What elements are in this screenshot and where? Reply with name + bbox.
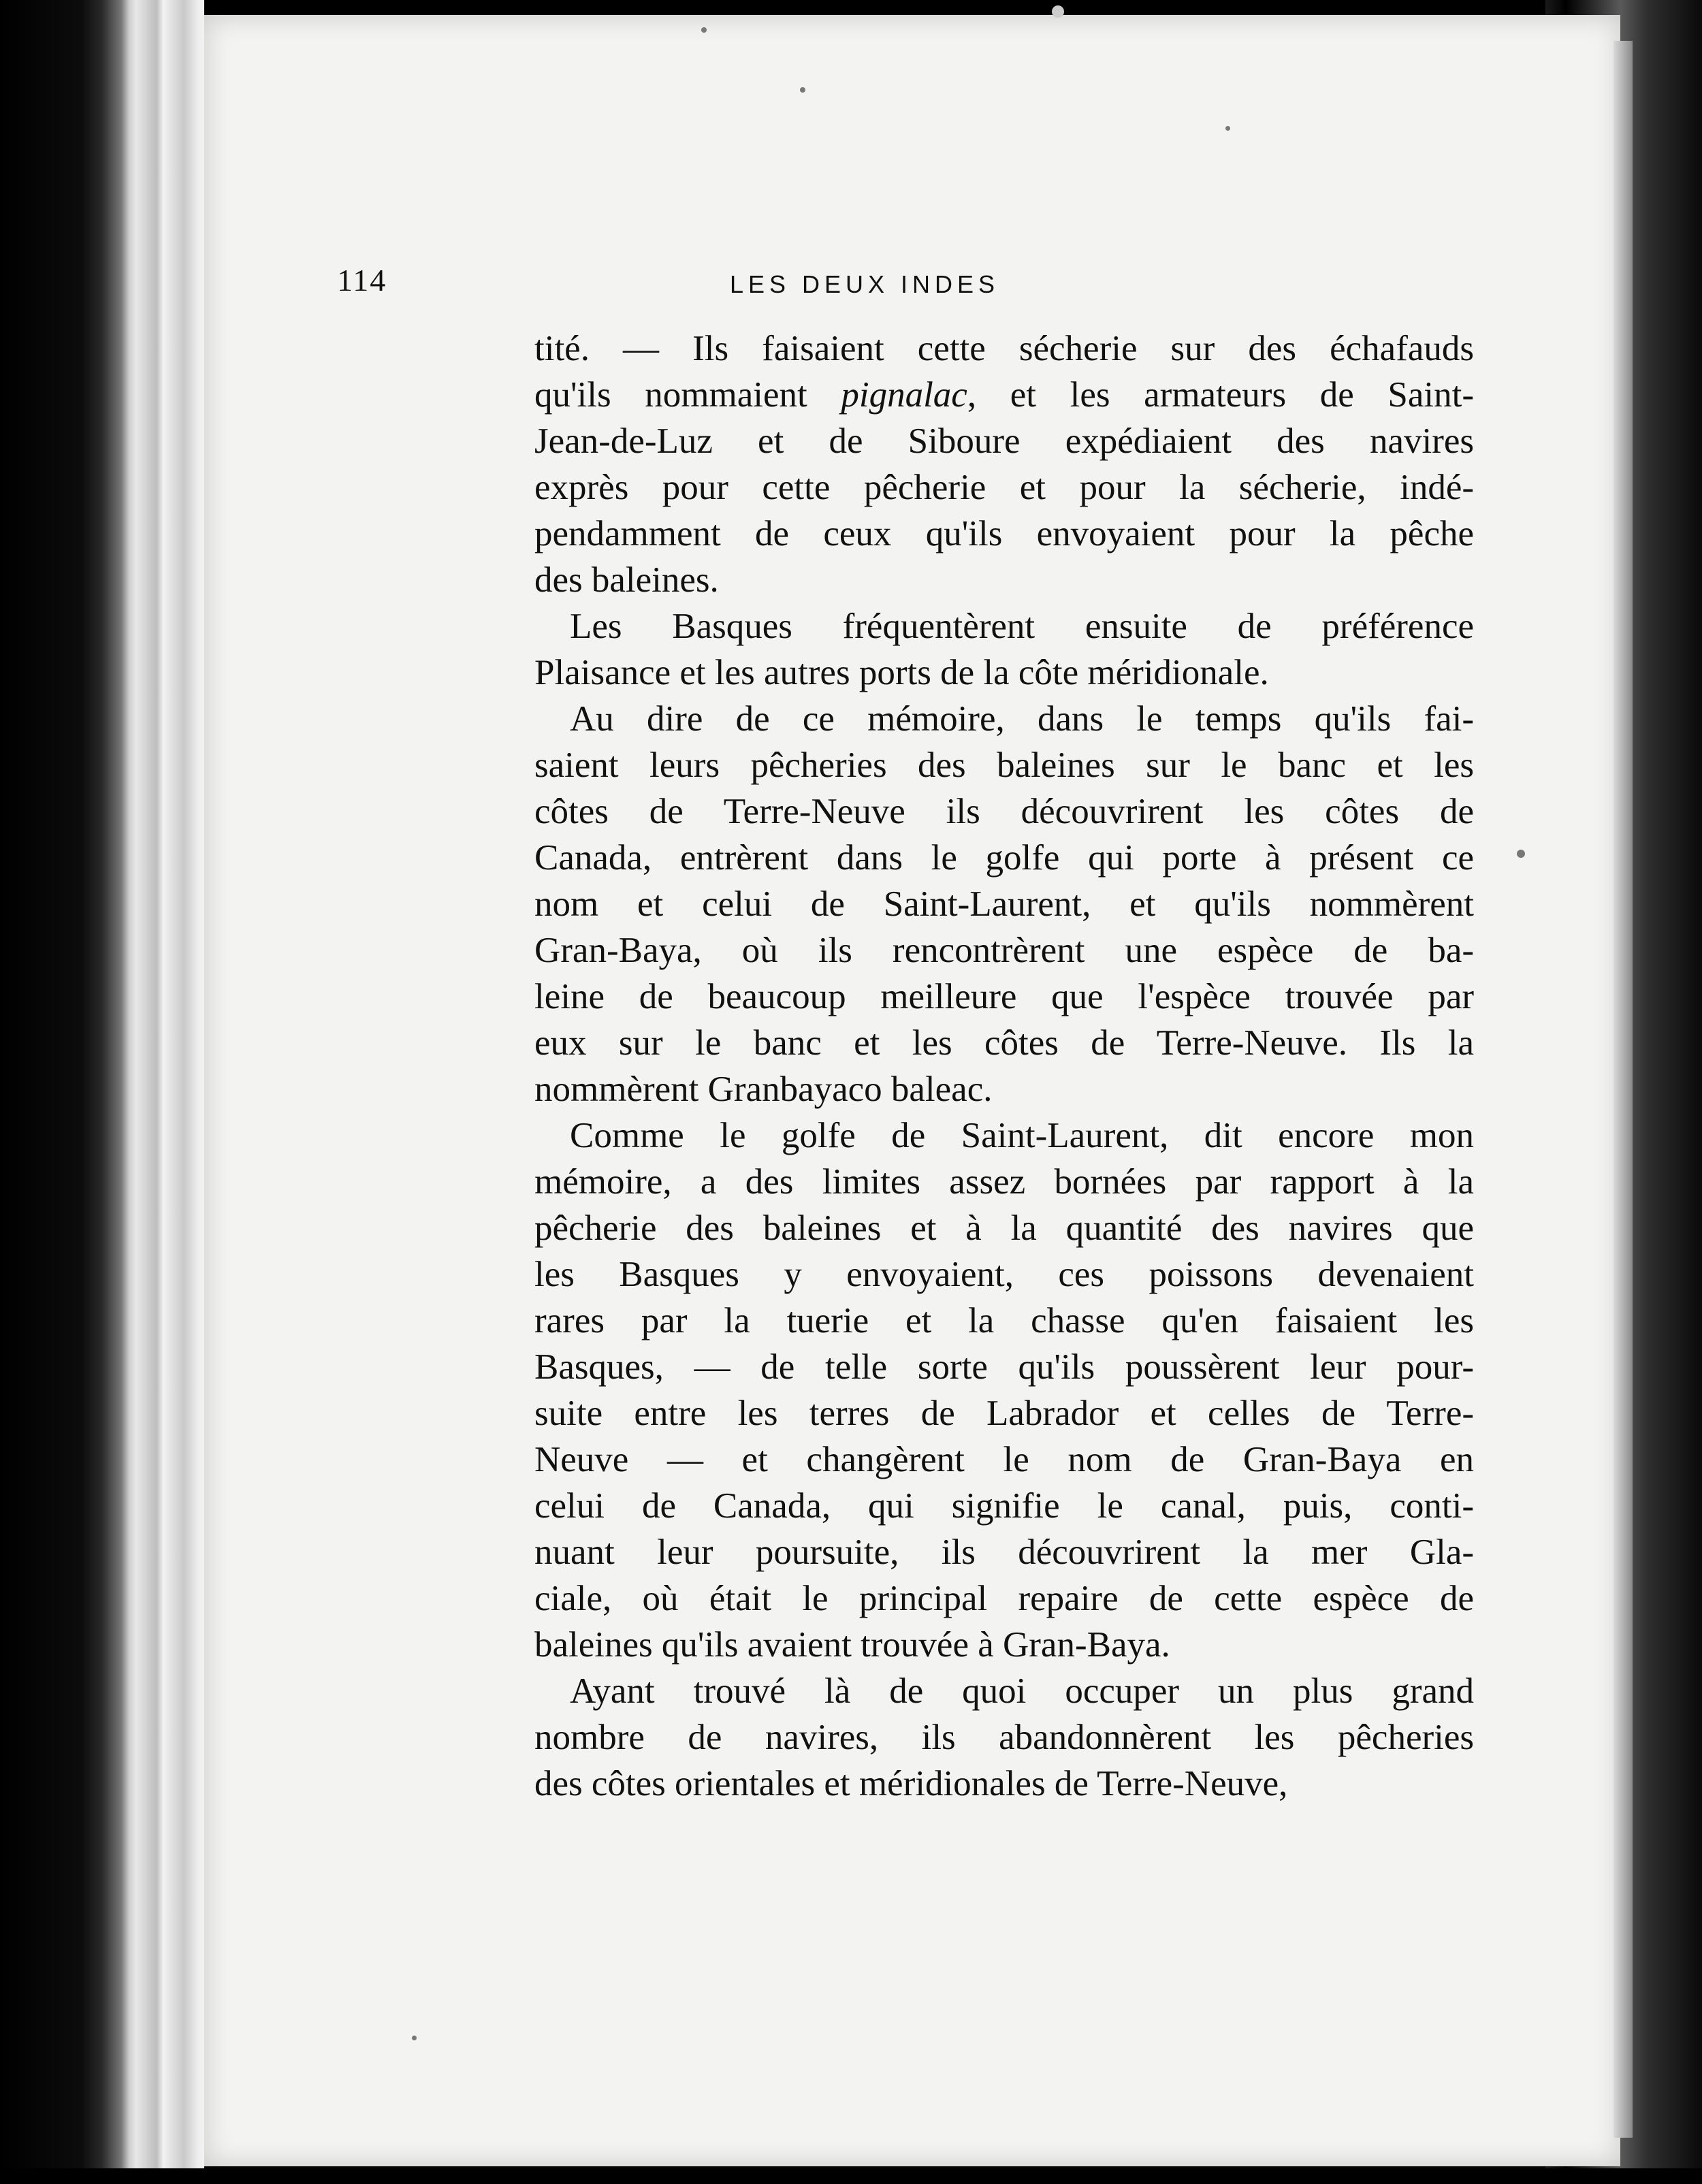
dust-speck [1225, 126, 1230, 131]
text-line: côtes de Terre-Neuve ils découvrirent les côtes de [534, 792, 1474, 831]
text-line: Ayant trouvé là de quoi occuper un plus grand [570, 1671, 1474, 1711]
text-line: des côtes orientales et méridionales de Terre-Neuve, [534, 1764, 1288, 1803]
text-line: rares par la tuerie et la chasse qu'en faisaient les [534, 1301, 1474, 1340]
book-spine-edge [0, 0, 204, 2184]
text-line: ciale, où était le principal repaire de cette espèce de [534, 1579, 1474, 1618]
dust-speck [800, 87, 805, 93]
text-line: Au dire de ce mémoire, dans le temps qu'ils fai- [570, 699, 1474, 739]
running-title: LES DEUX INDES [729, 270, 1000, 298]
text-line: les Basques y envoyaient, ces poissons devenaient [534, 1255, 1474, 1294]
text-line: Canada, entrèrent dans le golfe qui porte à présent ce [534, 838, 1474, 878]
text-line: des baleines. [534, 560, 719, 600]
dust-speck [701, 27, 707, 33]
text-line: pendamment de ceux qu'ils envoyaient pour la pêche [534, 514, 1474, 553]
text-line: Gran-Baya, où ils rencontrèrent une espèce de ba- [534, 931, 1474, 970]
dust-speck [1517, 850, 1525, 858]
text-line: baleines qu'ils avaient trouvée à Gran-Baya. [534, 1625, 1170, 1665]
page-number: 114 [337, 263, 387, 298]
text-line: eux sur le banc et les côtes de Terre-Neuve. Ils la [534, 1023, 1474, 1063]
text-line: Basques, — de telle sorte qu'ils poussèrent leur pour- [534, 1347, 1474, 1387]
text-line: Plaisance et les autres ports de la côte méridionale. [534, 653, 1269, 692]
text-line: Les Basques fréquentèrent ensuite de préférence [570, 607, 1474, 646]
text-line [534, 372, 1474, 418]
scan-border-top [0, 0, 1702, 15]
text-line: nuant leur poursuite, ils découvrirent la mer Gla- [534, 1532, 1474, 1572]
text-segment: qu'ils nommaient [534, 375, 841, 415]
text-line: Neuve — et changèrent le nom de Gran-Baya en [534, 1440, 1474, 1479]
text-line: Comme le golfe de Saint-Laurent, dit encore mon [570, 1116, 1474, 1155]
text-line: leine de beaucoup meilleure que l'espèce trouvée par [534, 977, 1474, 1016]
page-edge-shadow [1613, 41, 1633, 2138]
text-line: nombre de navires, ils abandonnèrent les pêcheries [534, 1718, 1474, 1757]
body-text [534, 325, 1474, 1807]
italic-term: pignalac [841, 375, 967, 415]
text-line: nommèrent Granbayaco baleac. [534, 1070, 993, 1109]
text-line: pêcherie des baleines et à la quantité des navires que [534, 1208, 1474, 1248]
text-line: nom et celui de Saint-Laurent, et qu'ils nommèrent [534, 884, 1474, 924]
text-line: suite entre les terres de Labrador et celles de Terre- [534, 1394, 1474, 1433]
scan-border-bottom [0, 2168, 1702, 2184]
text-line: tité. — Ils faisaient cette sécherie sur des échafauds [534, 329, 1474, 368]
text-line: Jean-de-Luz et de Siboure expédiaient des navires [534, 421, 1474, 461]
text-line: saient leurs pêcheries des baleines sur le banc et les [534, 745, 1474, 785]
page-header [337, 262, 1174, 310]
text-line: exprès pour cette pêcherie et pour la sécherie, indé- [534, 468, 1474, 507]
text-segment: , et les armateurs de Saint- [967, 375, 1474, 415]
dust-speck [412, 2036, 417, 2040]
text-line: mémoire, a des limites assez bornées par rapport à la [534, 1162, 1474, 1202]
dust-speck [1052, 5, 1064, 18]
text-line: celui de Canada, qui signifie le canal, puis, conti- [534, 1486, 1474, 1526]
